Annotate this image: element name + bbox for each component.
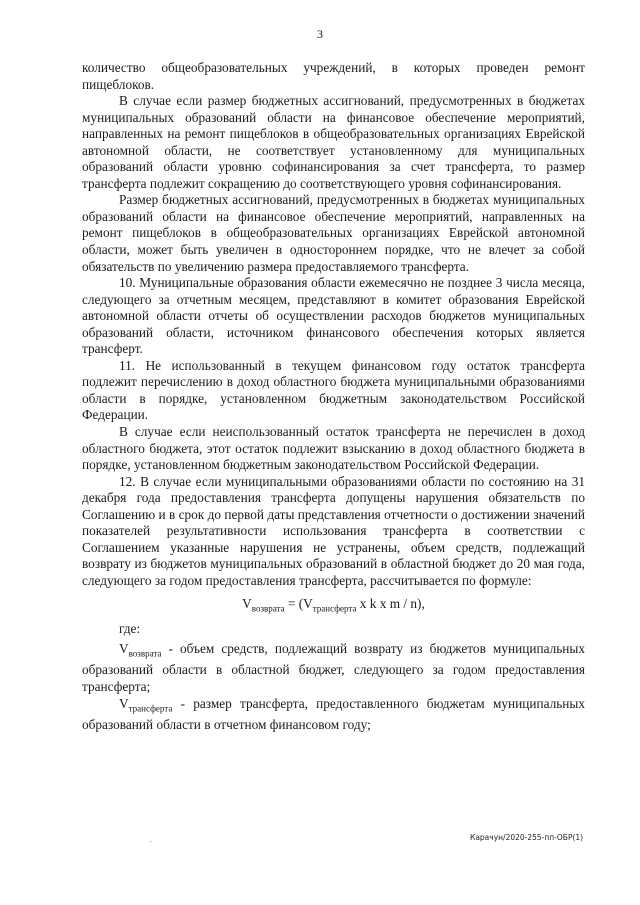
return-formula xyxy=(82,596,585,617)
paragraph-12-return: 12. В случае если муниципальными образованиями области по состоянию на 31 декабря года предоставления трансферта допущены нарушения обязательств по Соглашению и в срок до первой даты представления отчетности о достижении значений показателей результативности использования трансферта в соответствии с Соглашением указанные нарушения не устранены, объем средств, подлежащий возврату из бюджетов муниципальных образований в областной бюджет до 20 мая года, следующего за годом предоставления трансферта, рассчитывается по формуле: xyxy=(82,473,585,588)
formula-rest: x k x m / n), xyxy=(356,595,425,611)
document-footer-code: Карачун/2020-255-пп-ОБР(1) xyxy=(470,833,584,842)
paragraph-collection: В случае если неиспользованный остаток трансферта не перечислен в доход областного бюджета, этот остаток подлежит взысканию в доход областного бюджета в порядке, установленном бюджетным законодательством Российской Федерации. xyxy=(82,424,585,473)
paragraph-10-reports: 10. Муниципальные образования области ежемесячно не позднее 3 числа месяца, следующего за отчетным месяцем, представляют в комитет образования Еврейской автономной области отчеты об осуществлении расходов бюджетов муниципальных образований области, источником финансового обеспечения которых является трансферт. xyxy=(82,275,585,357)
definition-v-return xyxy=(82,641,585,695)
formula-sub-transfer: трансферта xyxy=(312,603,357,614)
document-body xyxy=(82,60,585,733)
definition-v-return-sub: возврата xyxy=(128,648,162,659)
formula-eq: = (V xyxy=(284,595,313,611)
paragraph-continuation: количество общеобразовательных учреждений, в которых проведен ремонт пищеблоков. xyxy=(82,60,585,92)
definition-v-transfer-sub: трансферта xyxy=(128,703,173,714)
definition-v-transfer xyxy=(82,696,585,734)
formula-sub-return: возврата xyxy=(251,603,285,614)
definition-v-transfer-symbol: V xyxy=(119,695,129,711)
definition-v-transfer-text: - размер трансферта, предоставленного бюджетам муниципальных образований области в отчетном финансовом году; xyxy=(82,695,585,732)
footer-dot: . xyxy=(150,836,152,844)
definition-v-return-symbol: V xyxy=(119,641,129,657)
definition-v-return-text: - объем средств, подлежащий возврату из бюджетов муниципальных образований области в областной бюджет, следующего за годом предоставления трансферта; xyxy=(82,641,585,694)
paragraph-cofinancing-reduction: В случае если размер бюджетных ассигнований, предусмотренных в бюджетах муниципальных образований области на финансовое обеспечение мероприятий, направленных на ремонт пищеблоков в общеобразовательных организациях Еврейской автономной области, не соответствует установленному для муниципальных образований области уровню софинансирования за счет трансферта, то размер трансферта подлежит сокращению до соответствующего уровня софинансирования. xyxy=(82,93,585,191)
paragraph-allocation-increase: Размер бюджетных ассигнований, предусмотренных в бюджетах муниципальных образований области на финансовое обеспечение мероприятий, направленных на ремонт пищеблоков в общеобразовательных организациях Еврейской автономной области, может быть увеличен в одностороннем порядке, что не влечет за собой обязательств по увеличению размера предоставляемого трансферта. xyxy=(82,192,585,274)
where-label: где: xyxy=(119,620,141,636)
formula-v: V xyxy=(242,595,252,611)
page-number: 3 xyxy=(317,27,323,41)
paragraph-11-unused-balance: 11. Не использованный в текущем финансовом году остаток трансферта подлежит перечислению в доход областного бюджета муниципальными образованиями области в порядке, установленном бюджетным законодательством Российской Федерации. xyxy=(82,357,585,423)
